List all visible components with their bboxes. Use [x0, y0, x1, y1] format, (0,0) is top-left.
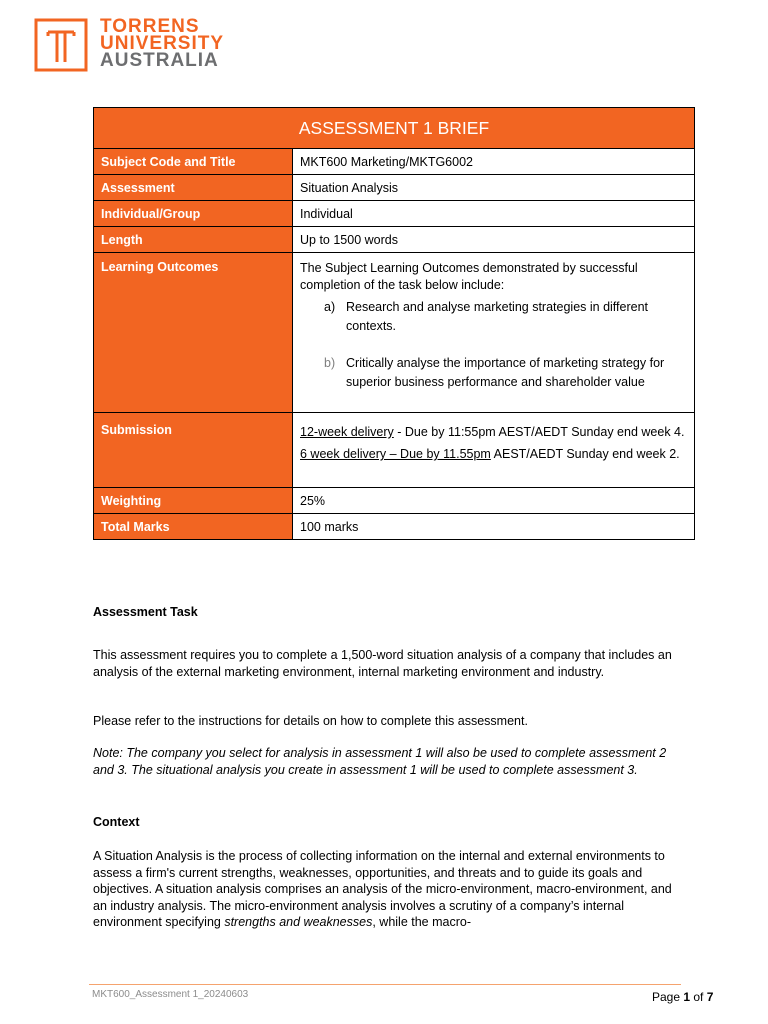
footer-document-id: MKT600_Assessment 1_20240603 [92, 989, 249, 1000]
learning-outcomes-label: Learning Outcomes [94, 253, 293, 413]
torrens-logo-icon [34, 18, 88, 72]
outcome-text-a: Research and analyse marketing strategies in different contexts. [346, 300, 649, 333]
list-item [324, 298, 687, 336]
logo-line-university: UNIVERSITY [100, 33, 225, 54]
context-paragraph [93, 848, 683, 931]
table-row [94, 413, 695, 488]
submission-6-week-underlined: 6 week delivery – Due by 11.55pm [300, 447, 491, 461]
page-of: of [690, 990, 707, 1004]
weighting-value: 25% [293, 488, 695, 514]
individual-group-label: Individual/Group [94, 201, 293, 227]
assessment-task-heading: Assessment Task [93, 605, 198, 619]
page-prefix: Page [652, 990, 684, 1004]
total-marks-value: 100 marks [293, 514, 695, 540]
subject-code-label: Subject Code and Title [94, 149, 293, 175]
submission-line-12-week [300, 421, 687, 443]
list-item [324, 354, 687, 392]
learning-outcomes-intro: The Subject Learning Outcomes demonstrated by successful completion of the task below include: [300, 261, 638, 292]
assessment-brief-table [93, 107, 695, 540]
page-number [652, 990, 713, 1004]
length-value: Up to 1500 words [293, 227, 695, 253]
logo-line-torrens: TORRENS [100, 16, 200, 37]
context-heading: Context [93, 815, 140, 829]
table-row [94, 227, 695, 253]
table-row [94, 175, 695, 201]
outcome-marker-a: a) [324, 300, 336, 314]
context-text-end: , while the macro- [372, 915, 471, 929]
subject-code-value: MKT600 Marketing/MKTG6002 [293, 149, 695, 175]
university-logo [34, 18, 224, 74]
assessment-task-note: Note: The company you select for analysis in assessment 1 will also be used to complete assessment 2 and 3. The situational analysis you create in assessment 1 will be used to complete assessment 3. [93, 746, 667, 777]
individual-group-value: Individual [293, 201, 695, 227]
table-row [94, 149, 695, 175]
footer-divider [89, 984, 681, 985]
weighting-label: Weighting [94, 488, 293, 514]
context-text-italic: strengths and weaknesses [224, 915, 373, 929]
submission-12-week-underlined: 12-week delivery [300, 425, 394, 439]
assessment-task-paragraph-2: Please refer to the instructions for details on how to complete this assessment. [93, 714, 528, 728]
table-row [94, 488, 695, 514]
total-marks-label: Total Marks [94, 514, 293, 540]
outcome-marker-b: b) [324, 356, 336, 370]
logo-line-australia: AUSTRALIA [100, 50, 219, 71]
brief-title: ASSESSMENT 1 BRIEF [94, 108, 695, 149]
assessment-label: Assessment [94, 175, 293, 201]
table-row [94, 514, 695, 540]
submission-line-6-week [300, 443, 687, 465]
outcome-text-b: Critically analyse the importance of marketing strategy for superior business performance and shareholder value [346, 356, 665, 389]
assessment-value: Situation Analysis [293, 175, 695, 201]
submission-label: Submission [94, 413, 293, 488]
page-current: 1 [683, 990, 691, 1004]
page-total: 7 [706, 990, 714, 1004]
table-row [94, 253, 695, 413]
length-label: Length [94, 227, 293, 253]
submission-6-week-rest: AEST/AEDT Sunday end week 2. [490, 447, 680, 461]
submission-12-week-rest: - Due by 11:55pm AEST/AEDT Sunday end week 4. [393, 425, 685, 439]
table-row [94, 201, 695, 227]
learning-outcomes-value [293, 253, 695, 413]
context-text-start: A Situation Analysis is the process of collecting information on the internal and external environments to assess a firm's current strengths, weaknesses, opportunities, and threats and to guide its goals and objectives. A situation analysis comprises an analysis of the micro-environment, macro-environment, and an industry analysis. The micro-environment analysis involves a scrutiny of a company’s internal environment specifying [93, 849, 672, 929]
assessment-task-paragraph-1: This assessment requires you to complete a 1,500-word situation analysis of a company that includes an analysis of the external marketing environment, internal marketing environment and industry. [93, 648, 672, 679]
submission-value [293, 413, 695, 488]
